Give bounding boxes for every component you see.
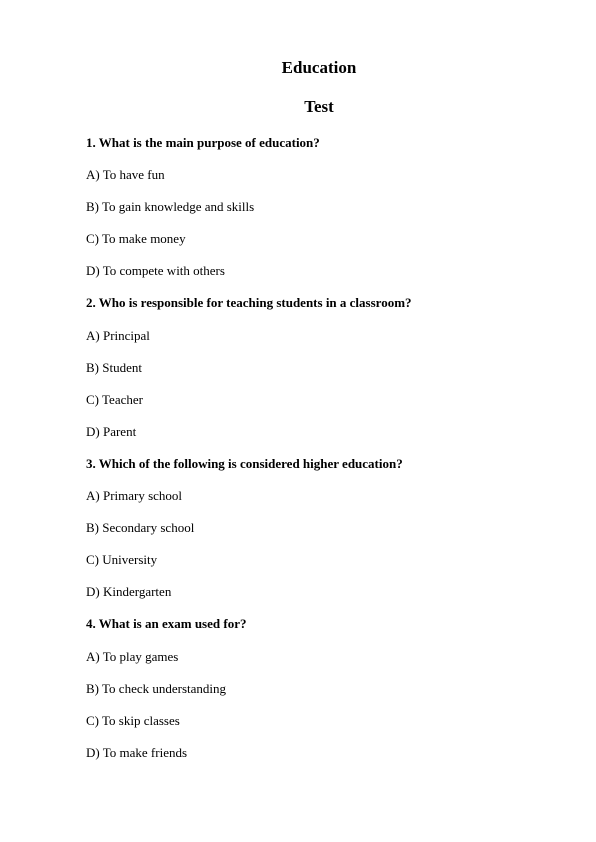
question-list	[86, 133, 566, 775]
question-text: 4. What is an exam used for?	[86, 616, 247, 632]
answer-option-d: D) Kindergarten	[86, 584, 172, 600]
question-text: 2. Who is responsible for teaching students in a classroom?	[86, 295, 412, 311]
answer-option-a: A) Primary school	[86, 488, 183, 504]
answer-option-d: D) To compete with others	[86, 263, 225, 279]
question-4	[86, 614, 566, 762]
answer-option-c: C) Teacher	[86, 391, 143, 407]
answer-option-c: C) To skip classes	[86, 712, 180, 728]
question-1	[86, 133, 566, 281]
answer-option-a: A) To have fun	[86, 167, 165, 183]
question-2	[86, 293, 566, 441]
answer-option-b: B) Secondary school	[86, 520, 195, 536]
question-text: 1. What is the main purpose of education?	[86, 135, 320, 150]
answer-option-c: C) To make money	[86, 231, 186, 247]
answer-option-b: B) To check understanding	[86, 680, 227, 696]
document-title: Education	[281, 58, 357, 77]
question-text: 3. Which of the following is considered higher education?	[86, 455, 403, 471]
answer-option-d: D) To make friends	[86, 744, 188, 760]
answer-option-b: B) Student	[86, 359, 142, 375]
answer-option-b: B) To gain knowledge and skills	[86, 199, 255, 215]
answer-option-d: D) Parent	[86, 423, 137, 439]
question-3	[86, 454, 566, 602]
answer-option-c: C) University	[86, 552, 158, 568]
answer-option-a: A) To play games	[86, 648, 179, 664]
document-subtitle: Test	[304, 97, 334, 116]
answer-option-a: A) Principal	[86, 327, 150, 343]
